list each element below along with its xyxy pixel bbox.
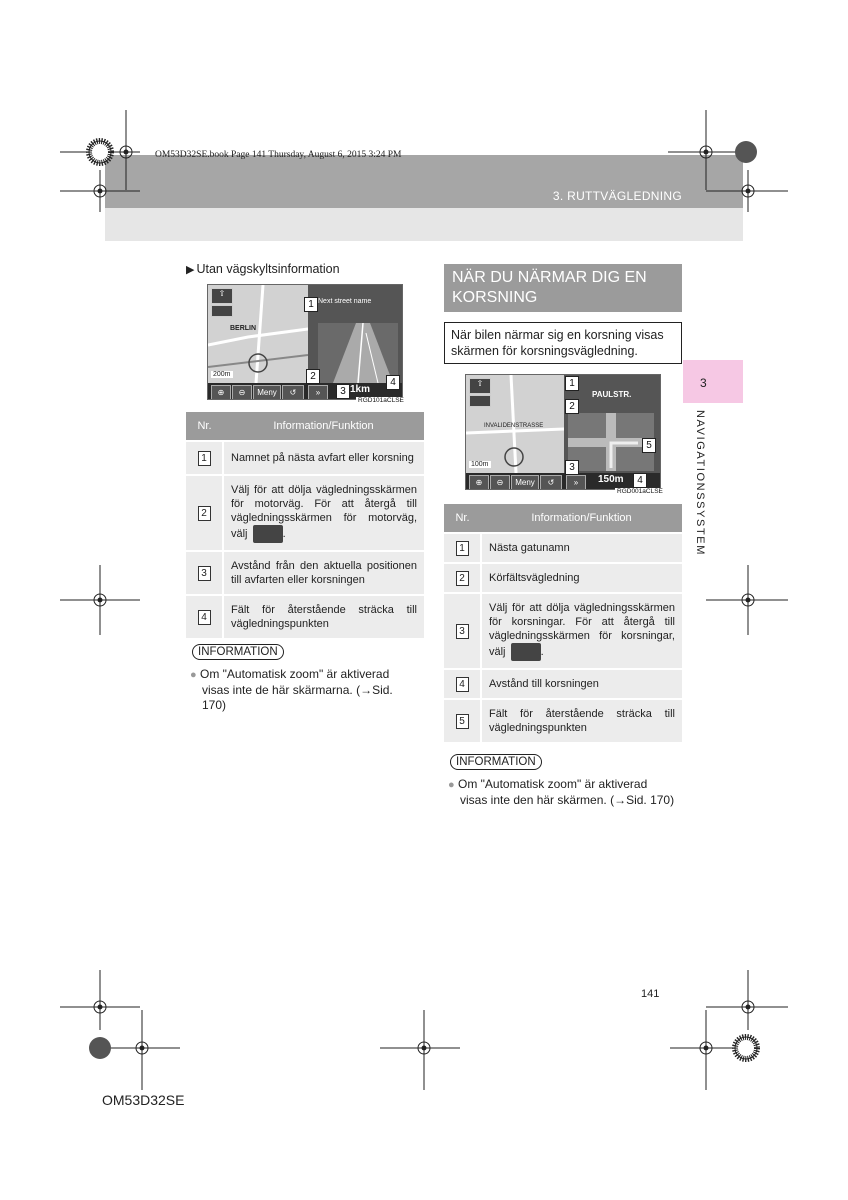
expand-button[interactable]: »: [308, 385, 328, 400]
row-text: Avstånd till korsningen: [481, 669, 682, 699]
triangle-icon: ▶: [186, 264, 195, 276]
row-number: 1: [198, 451, 211, 466]
expand-button[interactable]: »: [566, 475, 586, 490]
callout-4: 4: [386, 375, 400, 390]
row-number: 2: [456, 571, 469, 586]
route-button[interactable]: [211, 305, 233, 317]
chapter-tab: [683, 360, 743, 403]
zoom-out-button[interactable]: ⊖: [490, 475, 510, 490]
next-street-name: PAULSTR.: [592, 390, 632, 399]
book-meta: OM53D32SE.book Page 141 Thursday, August 6, 2015 3:24 PM: [155, 150, 402, 160]
table-row: [186, 441, 424, 475]
chapter-number: 3: [700, 376, 707, 390]
menu-button[interactable]: Meny: [511, 475, 539, 490]
table-row: [444, 533, 682, 563]
bullet-icon: ●: [448, 779, 455, 791]
route-button[interactable]: [469, 395, 491, 407]
subheader-band: [105, 208, 743, 241]
row-number: 4: [198, 610, 211, 625]
table-row: [186, 595, 424, 638]
guidance-toggle-icon: [253, 525, 283, 543]
scale-label: 100m: [471, 461, 489, 468]
image-code: RGD101aCLSE: [358, 397, 404, 404]
row-number: 3: [198, 566, 211, 581]
information-text: ● Om "Automatisk zoom" är aktiverad visas inte de här skärmarna. (→Sid. 170): [190, 667, 393, 712]
header-info: Information/Funktion: [223, 412, 424, 441]
information-text: ● Om "Automatisk zoom" är aktiverad visas inte den här skärmen. (→Sid. 170): [448, 777, 675, 807]
next-street-name: Next street name: [318, 298, 372, 305]
map-street-label: INVALIDENSTRASSE: [484, 423, 544, 429]
row-text: Fält för återstående sträcka till vägledningspunkten: [223, 595, 424, 638]
image-code: RGD001aCLSE: [617, 488, 663, 495]
distance-readout: 1km: [350, 384, 371, 395]
header-nr: Nr.: [186, 412, 223, 441]
row-text: Välj för att dölja vägledningsskärmen för korsningar. För att återgå till vägledningsskärmen för korsningar, välj .: [481, 593, 682, 669]
guidance-toggle-icon: [511, 643, 541, 661]
table-row: [444, 669, 682, 699]
highway-guidance-screen: [207, 284, 403, 400]
row-text: Avstånd från den aktuella positionen till avfarten eller korsningen: [223, 551, 424, 595]
row-number: 5: [456, 714, 469, 729]
zoom-out-button[interactable]: ⊖: [232, 385, 252, 400]
city-label: BERLIN: [230, 325, 257, 332]
guidance-toggle-button[interactable]: ↺: [282, 385, 304, 400]
bottom-toolbar: [466, 473, 660, 489]
table-row: [186, 551, 424, 595]
document-code: OM53D32SE: [102, 1092, 185, 1108]
callout-3: 3: [565, 460, 579, 475]
intersection-guidance-screen: [465, 374, 661, 490]
row-number: 4: [456, 677, 469, 692]
highway-graphic: [318, 323, 398, 383]
information-label: INFORMATION: [192, 644, 284, 660]
table-header: [186, 412, 424, 441]
bullet-icon: ●: [190, 669, 197, 681]
distance-readout: 150m: [598, 474, 624, 485]
section-banner: NÄR DU NÄRMAR DIG EN KORSNING: [444, 264, 682, 312]
header-info: Information/Funktion: [481, 504, 682, 533]
information-label: INFORMATION: [450, 754, 542, 770]
header-nr: Nr.: [444, 504, 481, 533]
row-number: 1: [456, 541, 469, 556]
callout-1: 1: [565, 376, 579, 391]
guidance-panel: [308, 285, 402, 383]
row-number: 3: [456, 624, 469, 639]
scale-label: 200m: [213, 371, 231, 378]
callout-2: 2: [565, 399, 579, 414]
row-number: 2: [198, 506, 211, 521]
table-row: [444, 593, 682, 669]
left-info-table: [186, 412, 424, 638]
section-title: 3. RUTTVÄGLEDNING: [552, 189, 682, 203]
callout-4: 4: [633, 473, 647, 488]
callout-3: 3: [336, 384, 350, 399]
intro-box: När bilen närmar sig en korsning visas skärmen för korsningsvägledning.: [444, 322, 682, 364]
row-text: Namnet på nästa avfart eller korsning: [223, 441, 424, 475]
right-info-table: [444, 504, 682, 742]
page-number: 141: [641, 988, 660, 1000]
row-text: Nästa gatunamn: [481, 533, 682, 563]
zoom-in-button[interactable]: ⊕: [211, 385, 231, 400]
guidance-toggle-button[interactable]: ↺: [540, 475, 562, 490]
menu-button[interactable]: Meny: [253, 385, 281, 400]
table-row: [444, 699, 682, 742]
compass-button[interactable]: ⇧: [469, 378, 491, 394]
compass-button[interactable]: ⇧: [211, 288, 233, 304]
chapter-title: NAVIGATIONSSYSTEM: [694, 410, 706, 556]
callout-2: 2: [306, 369, 320, 384]
table-header: [444, 504, 682, 533]
callout-1: 1: [304, 297, 318, 312]
zoom-in-button[interactable]: ⊕: [469, 475, 489, 490]
table-row: [186, 475, 424, 551]
row-text: Fält för återstående sträcka till vägledningspunkten: [481, 699, 682, 742]
row-text: Körfältsvägledning: [481, 563, 682, 593]
subheading: ▶ Utan vägskyltsinformation: [186, 262, 340, 276]
table-row: [444, 563, 682, 593]
callout-5: 5: [642, 438, 656, 453]
row-text: Välj för att dölja vägledningsskärmen för motorväg. För att återgå till vägledningsskärmen för motorväg, välj .: [223, 475, 424, 551]
